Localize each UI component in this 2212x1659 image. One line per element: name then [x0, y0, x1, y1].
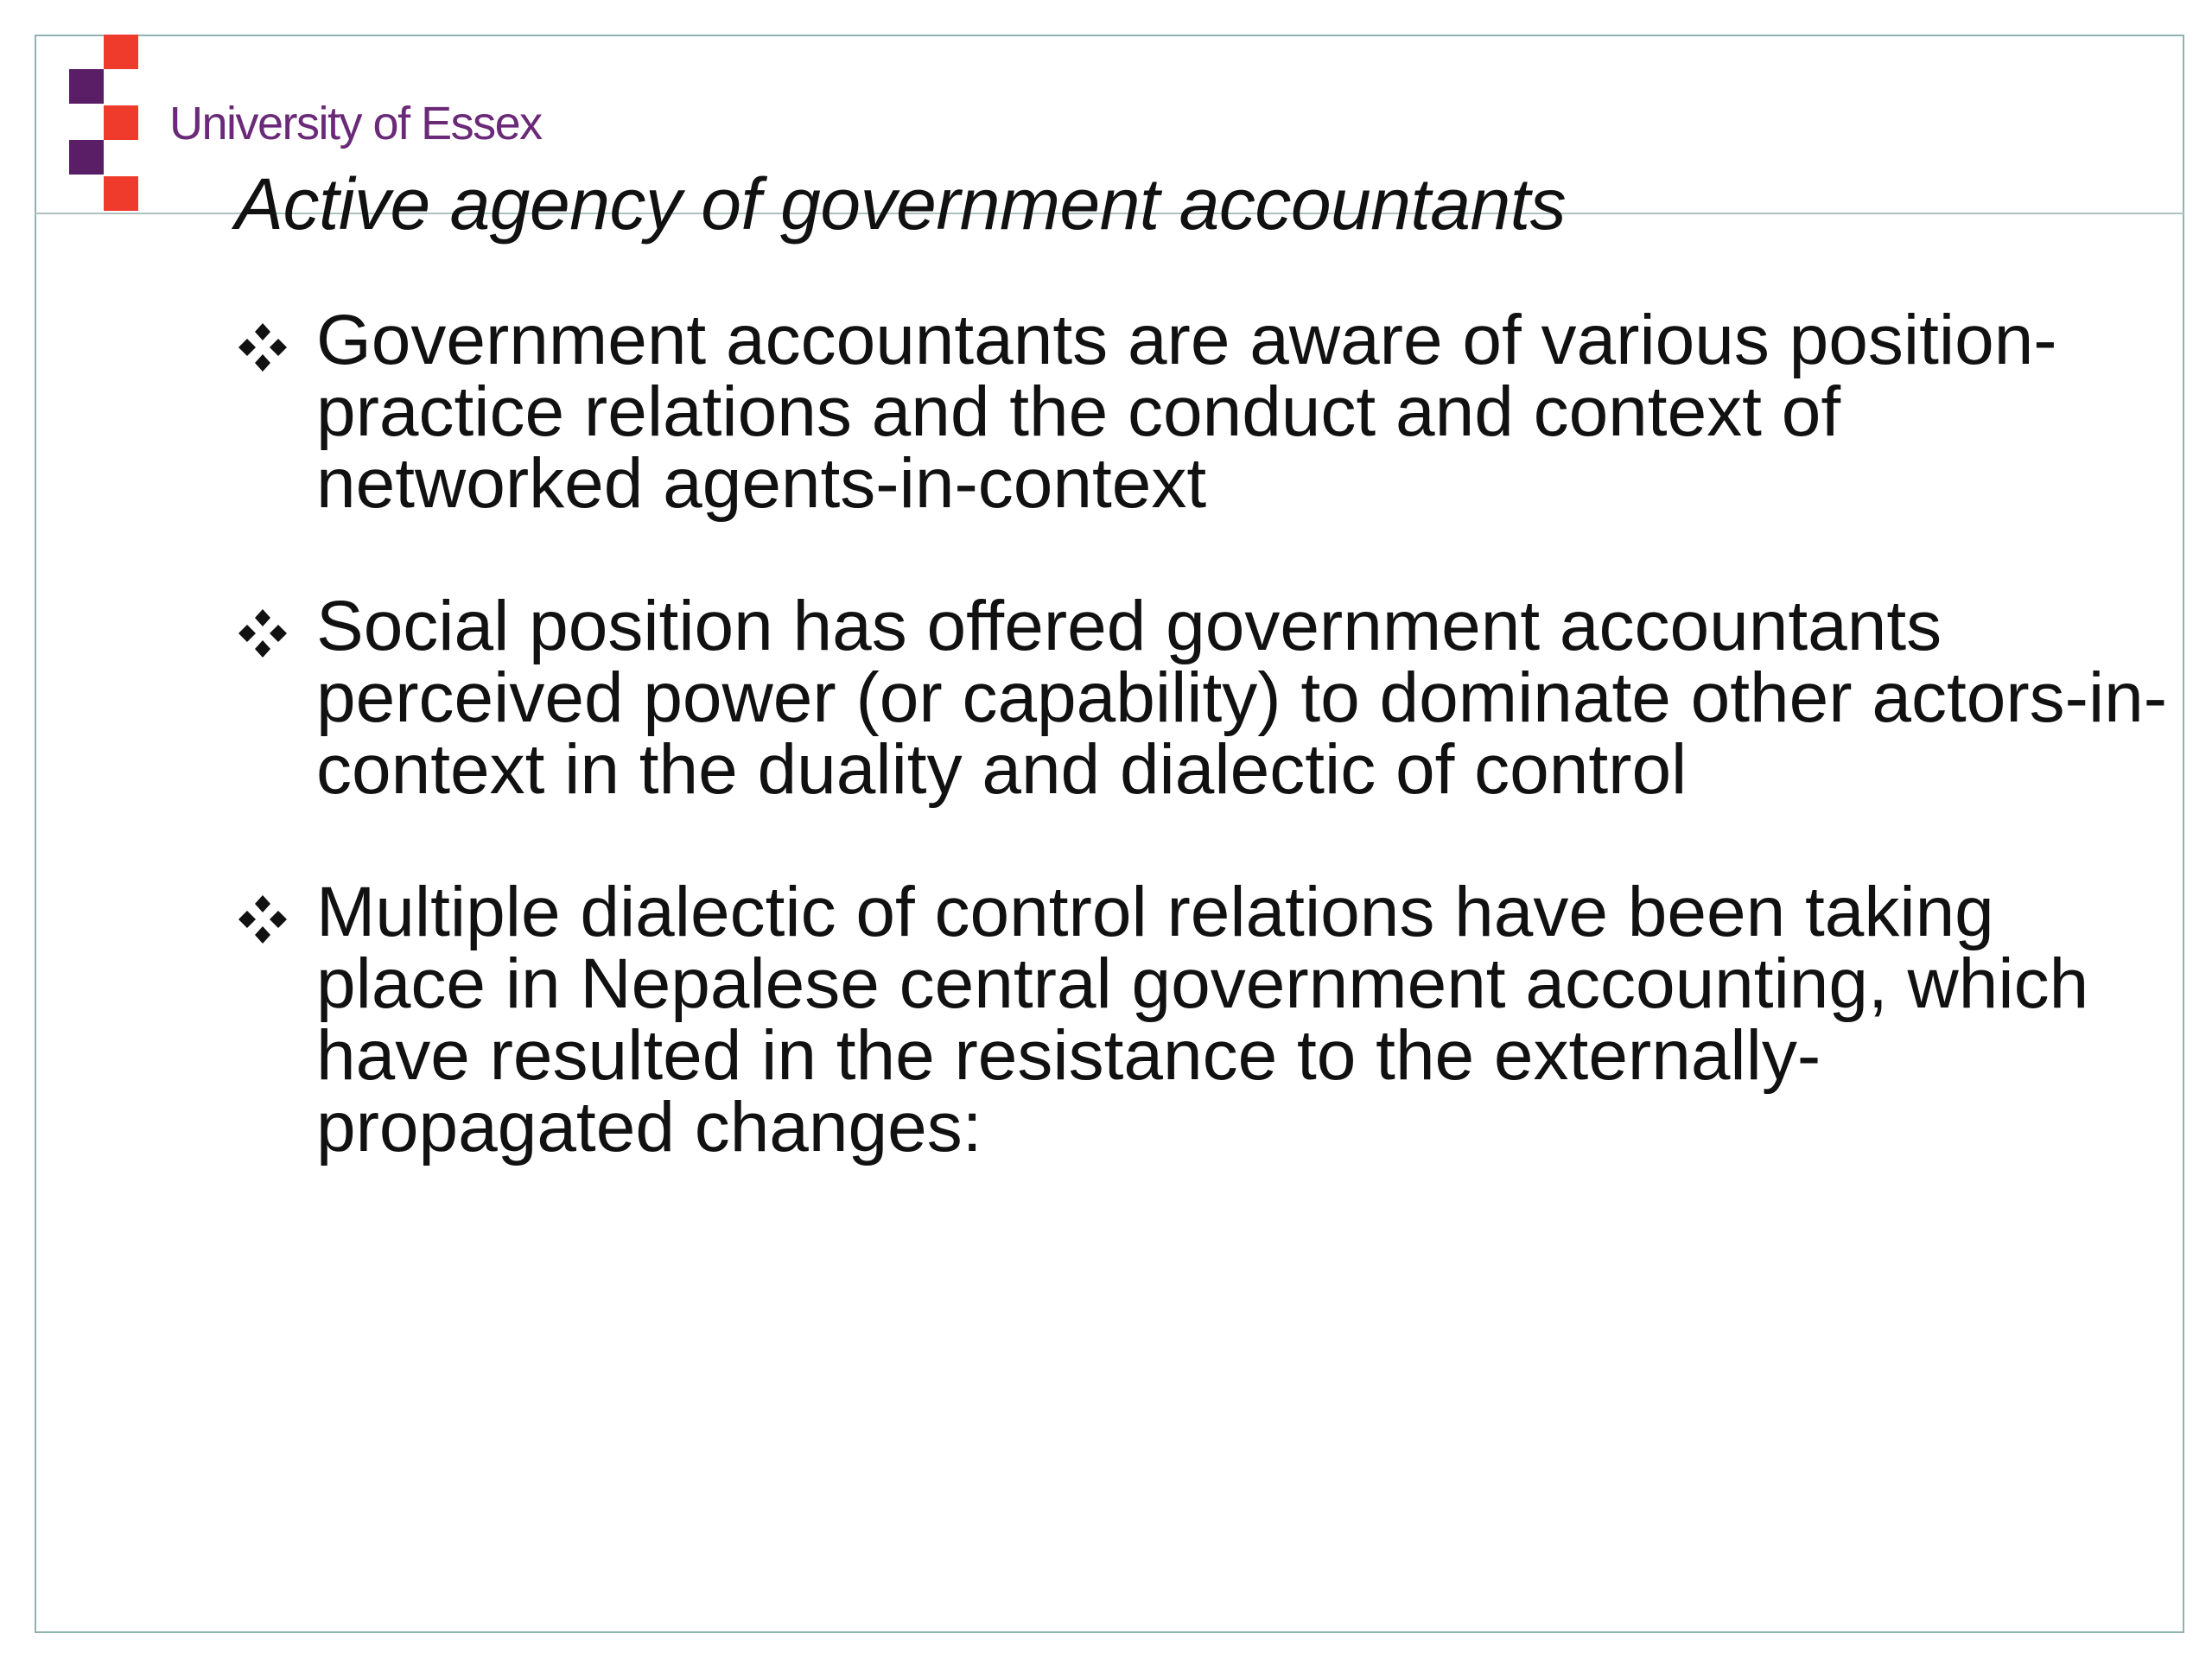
bullet-item — [235, 587, 2171, 809]
diamond-cluster-icon — [235, 320, 290, 375]
bullet-list — [235, 301, 2171, 1234]
diamond-cluster-icon — [235, 606, 290, 661]
logo-square-red-2 — [104, 105, 138, 140]
bullet-text: Social position has offered government accountants perceived power (or capability) to dominate other actors-in-context in the duality and dialectic of control — [316, 587, 2168, 809]
diamond-cluster-icon — [235, 892, 290, 947]
logo-square-red-1 — [104, 35, 138, 69]
university-name: University of Essex — [169, 98, 542, 149]
logo-square-purple-1 — [69, 69, 104, 104]
bullet-text: Multiple dialectic of control relations have been taking place in Nepalese central government accounting, which have resulted in the resistance to the externally-propagated changes: — [316, 873, 2089, 1166]
slide-title: Active agency of government accountants — [235, 163, 1567, 245]
bullet-text: Government accountants are aware of various position-practice relations and the conduct and context of networked agents-in-context — [316, 301, 2057, 523]
bullet-item — [235, 873, 2171, 1166]
logo-square-purple-2 — [69, 140, 104, 175]
bullet-item — [235, 301, 2171, 523]
logo-square-red-3 — [104, 176, 138, 211]
